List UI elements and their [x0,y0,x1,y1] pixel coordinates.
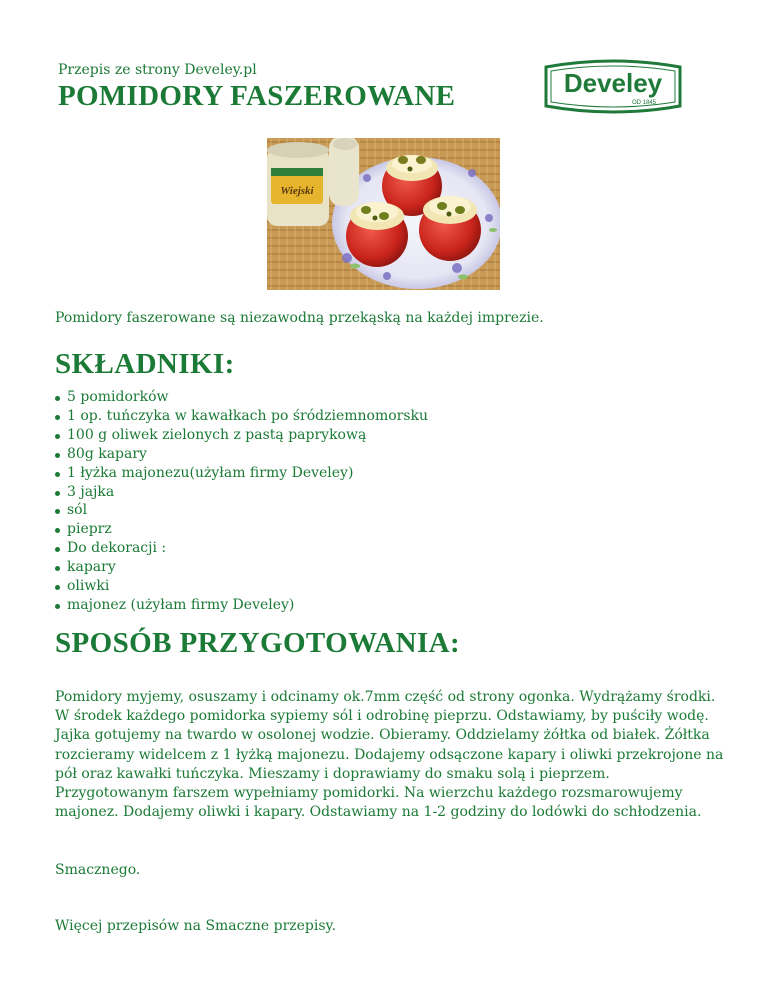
ingredient-item: 1 op. tuńczyka w kawałkach po śródziemnomorsku [55,407,428,426]
source-line: Przepis ze strony Develey.pl [58,62,257,78]
page-title: POMIDORY FASZEROWANE [58,80,456,112]
intro-text: Pomidory faszerowane są niezawodną przekąską na każdej imprezie. [55,310,544,326]
ingredient-item: sól [55,501,428,520]
bullet-icon [55,547,60,552]
bullet-icon [55,604,60,609]
ingredient-item: 5 pomidorków [55,388,428,407]
preparation-text: Pomidory myjemy, osuszamy i odcinamy ok.7mm część od strony ogonka. Wydrążamy środki. W środek każdego pomidorka sypiemy sól i odrobinę pieprzu. Odstawiamy, by puściły wodę. Jajka gotujemy na twardo w osolonej wodzie. Obieramy. Oddzielamy żółtka od białek. Żółtka rozcieramy widelcem z 1 łyżką majonezu. Dodajemy odsączone kapary i oliwki przekrojone na pół oraz kawałki tuńczyka. Mieszamy i doprawiamy do smaku solą i pieprzem. Przygotowanym farszem wypełniamy pomidorki. Na wierzchu każdego rozsmarowujemy majonez. Dodajemy oliwki i kapary. Odstawiamy na 1-2 godziny do lodówki do schłodzenia. [55,689,724,821]
ingredients-list [55,388,428,615]
jar-label: Wiejski [280,185,314,197]
bullet-icon [55,396,60,401]
bullet-icon [55,509,60,514]
ingredient-item: oliwki [55,577,428,596]
bullet-icon [55,491,60,496]
ingredient-item: 80g kapary [55,445,428,464]
ingredient-item: 3 jajka [55,483,428,502]
bullet-icon [55,528,60,533]
ingredient-item: kapary [55,558,428,577]
logo-wordmark: Develey [563,68,663,98]
develey-logo [540,57,686,116]
more-recipes-text: Więcej przepisów na Smaczne przepisy. [55,918,337,934]
ingredient-item: 1 łyżka majonezu(użyłam firmy Develey) [55,464,428,483]
ingredient-item: pieprz [55,520,428,539]
bullet-icon [55,472,60,477]
ingredient-item: majonez (użyłam firmy Develey) [55,596,428,615]
bullet-icon [55,434,60,439]
recipe-photo [267,138,500,290]
ingredient-item: Do dekoracji : [55,539,428,558]
closing-text: Smacznego. [55,862,141,878]
ingredients-heading: SKŁADNIKI: [55,348,235,380]
ingredient-item: 100 g oliwek zielonych z pastą paprykową [55,426,428,445]
preparation-heading: SPOSÓB PRZYGOTOWANIA: [55,627,461,659]
bullet-icon [55,585,60,590]
logo-tagline: OD 1845 [631,100,657,106]
bullet-icon [55,415,60,420]
bullet-icon [55,453,60,458]
bullet-icon [55,566,60,571]
